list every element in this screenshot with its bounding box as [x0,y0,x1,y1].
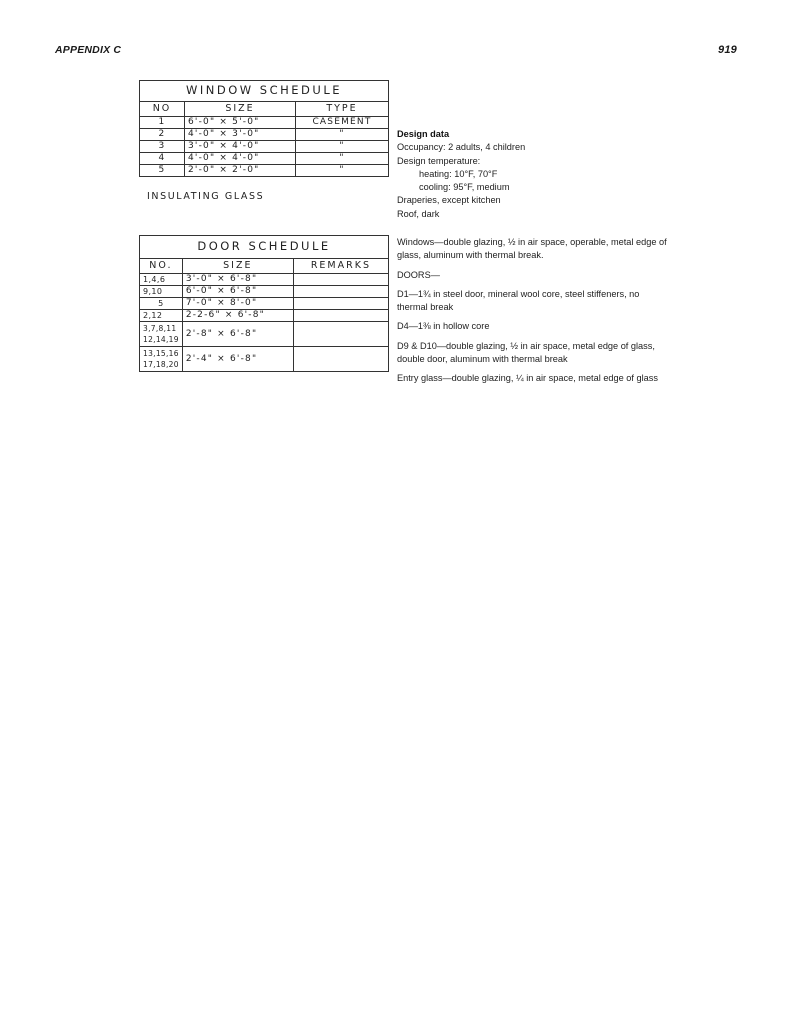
door-no-line: 13,15,16 [143,349,179,358]
windows-note: Windows—double glazing, ½ in air space, operable, metal edge of glass, aluminum with thermal break. [397,237,667,261]
window-schedule-title: WINDOW SCHEDULE [140,81,389,102]
window-no: 3 [140,141,185,153]
window-type: " [296,153,389,165]
window-col-type: TYPE [296,102,389,117]
door-remarks [293,310,388,322]
door-no [140,322,183,347]
door-no-line: 12,14,19 [143,335,179,344]
door-remarks [293,274,388,286]
window-no: 5 [140,165,185,177]
d1-note: D1—1¾ in steel door, mineral wool core, steel stiffeners, no thermal break [397,288,640,313]
door-no: 1,4,6 [140,274,183,286]
door-col-size: SIZE [182,259,293,274]
table-row [140,165,389,177]
window-type: CASEMENT [296,117,389,129]
table-row [140,153,389,165]
window-size: 6'-0" × 5'-0" [185,117,296,129]
table-row [140,322,389,347]
door-remarks [293,286,388,298]
occupancy-text: Occupancy: 2 adults, 4 children [397,142,526,153]
table-row [140,274,389,286]
page-number: 919 [718,44,737,56]
window-col-size: SIZE [185,102,296,117]
door-remarks [293,347,388,372]
door-schedule-title: DOOR SCHEDULE [140,236,389,259]
door-col-remarks: REMARKS [293,259,388,274]
design-temp-label: Design temperature: [397,155,481,166]
door-remarks [293,298,388,310]
cooling-text: cooling: 95°F, medium [419,182,510,193]
construction-notes [397,236,672,386]
table-row [140,141,389,153]
door-no: 2,12 [140,310,183,322]
door-no [140,347,183,372]
door-size: 6'-0" × 6'-8" [182,286,293,298]
table-row [140,117,389,129]
design-data-block [397,128,667,221]
door-no: 9,10 [140,286,183,298]
window-no: 2 [140,129,185,141]
doors-heading: DOORS— [397,269,440,280]
entry-glass-note: Entry glass—double glazing, ¼ in air space, metal edge of glass [397,373,658,384]
window-type: " [296,165,389,177]
draperies-text: Draperies, except kitchen [397,195,501,206]
door-size: 3'-0" × 6'-8" [182,274,293,286]
window-size: 4'-0" × 3'-0" [185,129,296,141]
roof-text: Roof, dark [397,208,440,219]
door-size: 2'-8" × 6'-8" [182,322,293,347]
door-size: 2'-4" × 6'-8" [182,347,293,372]
window-no: 1 [140,117,185,129]
design-data-title: Design data [397,129,450,139]
table-row [140,347,389,372]
door-size: 7'-0" × 8'-0" [182,298,293,310]
window-size: 2'-0" × 2'-0" [185,165,296,177]
table-row [140,310,389,322]
door-col-no: NO. [140,259,183,274]
window-type: " [296,141,389,153]
d4-note: D4—1⅜ in hollow core [397,321,490,332]
heating-text: heating: 10°F, 70°F [419,168,498,179]
d9-note: D9 & D10—double glazing, ½ in air space, metal edge of glass, double door, aluminum with thermal break [397,340,655,365]
window-size: 3'-0" × 4'-0" [185,141,296,153]
window-no: 4 [140,153,185,165]
door-no-line: 3,7,8,11 [143,324,177,333]
insulating-glass-note: INSULATING GLASS [147,191,265,202]
table-row [140,286,389,298]
running-header: APPENDIX C [55,44,122,56]
door-no: 5 [140,298,183,310]
door-remarks [293,322,388,347]
table-row [140,298,389,310]
window-size: 4'-0" × 4'-0" [185,153,296,165]
door-size: 2-2-6" × 6'-8" [182,310,293,322]
door-no-line: 17,18,20 [143,360,179,369]
table-row [140,129,389,141]
window-schedule-table [139,80,389,177]
window-col-no: NO [140,102,185,117]
door-schedule-table [139,235,389,372]
window-type: " [296,129,389,141]
